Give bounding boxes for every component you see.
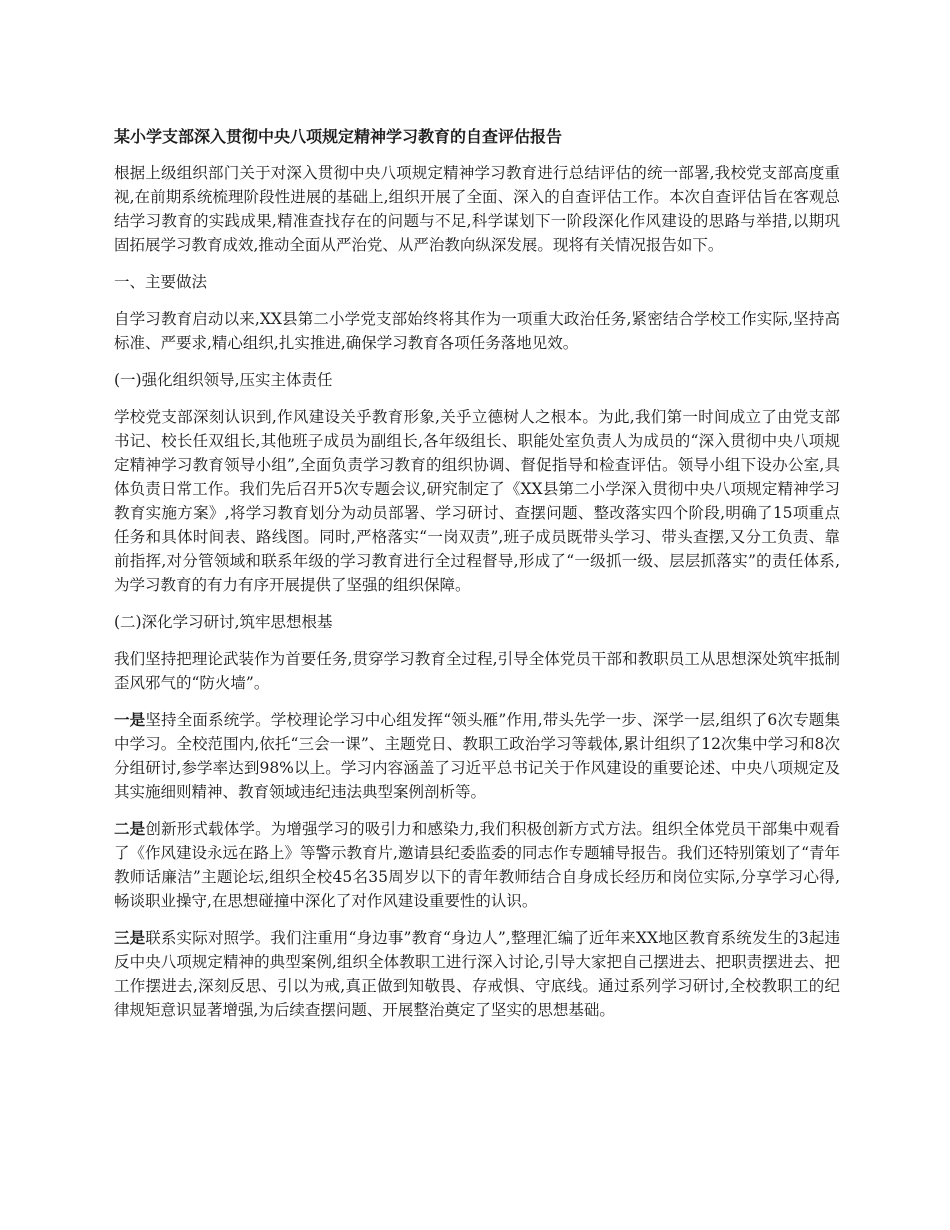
point-lead-2: 二是 bbox=[114, 819, 146, 838]
section-heading-main-practices: 一、主要做法 bbox=[114, 273, 208, 291]
subsection-heading-organization: (一)强化组织领导,压实主体责任 bbox=[114, 371, 333, 389]
point-lead-1: 一是 bbox=[114, 710, 146, 729]
subsection-heading-study: (二)深化学习研讨,筑牢思想根基 bbox=[114, 613, 333, 631]
document-page bbox=[114, 125, 840, 1035]
intro-paragraph: 根据上级组织部门关于对深入贯彻中央八项规定精神学习教育进行总结评估的统一部署,我校党支部高度重视,在前期系统梳理阶段性进展的基础上,组织开展了全面、深入的自查评估工作。本次自查评估旨在客观总结学习教育的实践成果,精准查找存在的问题与不足,科学谋划下一阶段深化作风建设的思路与举措,以期巩固拓展学习教育成效,推动全面从严治党、从严治教向纵深发展。现将有关情况报告如下。 bbox=[114, 164, 840, 254]
subsection2-intro: 我们坚持把理论武装作为首要任务,贯穿学习教育全过程,引导全体党员干部和教职员工从思想深处筑牢抵制歪风邪气的“防火墙”。 bbox=[114, 650, 840, 692]
document-title: 某小学支部深入贯彻中央八项规定精神学习教育的自查评估报告 bbox=[114, 127, 563, 146]
point-lead-3: 三是 bbox=[114, 928, 146, 947]
section1-intro-paragraph: 自学习教育启动以来,XX县第二小学党支部始终将其作为一项重大政治任务,紧密结合学校工作实际,坚持高标准、严要求,精心组织,扎实推进,确保学习教育各项任务落地见效。 bbox=[114, 310, 840, 352]
point-paragraph-1 bbox=[114, 708, 840, 804]
point-body-1: 坚持全面系统学。学校理论学习中心组发挥“领头雁”作用,带头先学一步、深学一层,组织了6次专题集中学习。全校范围内,依托“三会一课”、主题党日、教职工政治学习等载体,累计组织了12次集中学习和8次分组研讨,参学率达到98%以上。学习内容涵盖了习近平总书记关于作风建设的重要论述、中央八项规定及其实施细则精神、教育领域违纪违法典型案例剖析等。 bbox=[114, 711, 840, 801]
subsection1-body: 学校党支部深刻认识到,作风建设关乎教育形象,关乎立德树人之根本。为此,我们第一时间成立了由党支部书记、校长任双组长,其他班子成员为副组长,各年级组长、职能处室负责人为成员的“深入贯彻中央八项规定精神学习教育领导小组”,全面负责学习教育的组织协调、督促指导和检查评估。领导小组下设办公室,具体负责日常工作。我们先后召开5次专题会议,研究制定了《XX县第二小学深入贯彻中央八项规定精神学习教育实施方案》,将学习教育划分为动员部署、学习研讨、查摆问题、整改落实四个阶段,明确了15项重点任务和具体时间表、路线图。同时,严格落实“一岗双责”,班子成员既带头学习、带头查摆,又分工负责、靠前指挥,对分管领域和联系年级的学习教育进行全过程督导,形成了“一级抓一级、层层抓落实”的责任体系,为学习教育的有力有序开展提供了坚强的组织保障。 bbox=[114, 408, 840, 594]
point-paragraph-2 bbox=[114, 817, 840, 913]
point-paragraph-3 bbox=[114, 926, 840, 1022]
point-body-2: 创新形式载体学。为增强学习的吸引力和感染力,我们积极创新方式方法。组织全体党员干部集中观看了《作风建设永远在路上》等警示教育片,邀请县纪委监委的同志作专题辅导报告。我们还特别策划了“青年教师话廉洁”主题论坛,组织全校45名35周岁以下的青年教师结合自身成长经历和岗位实际,分享学习心得,畅谈职业操守,在思想碰撞中深化了对作风建设重要性的认识。 bbox=[114, 820, 840, 910]
point-body-3: 联系实际对照学。我们注重用“身边事”教育“身边人”,整理汇编了近年来XX地区教育系统发生的3起违反中央八项规定精神的典型案例,组织全体教职工进行深入讨论,引导大家把自己摆进去、把职责摆进去、把工作摆进去,深刻反思、引以为戒,真正做到知敬畏、存戒惧、守底线。通过系列学习研讨,全校教职工的纪律规矩意识显著增强,为后续查摆问题、开展整治奠定了坚实的思想基础。 bbox=[114, 929, 840, 1019]
